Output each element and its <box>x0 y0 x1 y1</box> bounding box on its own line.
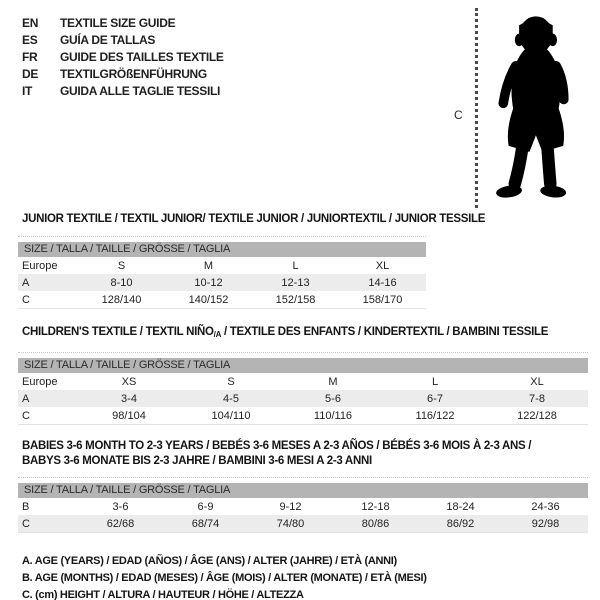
age-cell: 12-13 <box>281 276 310 289</box>
children-section <box>0 325 600 425</box>
size-cell: L <box>431 375 439 388</box>
row-label: A <box>22 276 30 289</box>
toddler-silhouette-icon <box>486 10 582 210</box>
children-heading-post: / TEXTILE DES ENFANTS / KINDERTEXTIL / BAMBINI TESSILE <box>221 326 549 338</box>
height-cell: 110/116 <box>313 409 353 422</box>
lang-row-de <box>22 65 224 82</box>
height-cell: 86/92 <box>446 517 475 530</box>
lang-code: EN <box>22 15 39 30</box>
row-label: Europe <box>22 375 58 388</box>
lang-row-it <box>22 82 224 99</box>
babies-section <box>0 439 600 533</box>
size-cell: XL <box>530 375 544 388</box>
babies-heading <box>22 439 600 469</box>
babies-size-table <box>18 477 588 533</box>
age-cell: 12-18 <box>361 500 390 513</box>
children-heading-sub: /A <box>213 330 222 339</box>
row-label: Europe <box>22 259 58 272</box>
height-cell: 152/158 <box>275 293 316 306</box>
children-heading-pre: CHILDREN'S TEXTILE / TEXTIL NIÑO <box>22 326 214 338</box>
guide-title-de: TEXTILGRÖßENFÜHRUNG <box>60 66 207 81</box>
lang-code: ES <box>22 32 38 47</box>
row-label: B <box>22 500 30 513</box>
size-cell: XL <box>375 259 390 272</box>
guide-title-en: TEXTILE SIZE GUIDE <box>60 15 176 30</box>
children-size-table <box>18 352 588 425</box>
size-cell: M <box>203 259 214 272</box>
size-header-bar: SIZE / TALLA / TAILLE / GRÖSSE / TAGLIA <box>18 358 588 373</box>
baby-measure-figure <box>434 6 584 212</box>
table-row-age-months <box>18 498 588 515</box>
age-cell: 5-6 <box>325 392 341 405</box>
legend-footnotes <box>22 553 600 600</box>
junior-heading: JUNIOR TEXTILE / TEXTIL JUNIOR/ TEXTILE JUNIOR / JUNIORTEXTIL / JUNIOR TESSILE <box>22 213 486 225</box>
height-cell: 74/80 <box>276 517 305 530</box>
age-cell: 4-5 <box>223 392 239 405</box>
height-cell: 122/128 <box>517 409 557 422</box>
babies-heading-line2: BABYS 3-6 MONATE BIS 2-3 JAHRE / BAMBINI 3-6 MESI A 2-3 ANNI <box>22 455 372 467</box>
lang-code: FR <box>22 49 38 64</box>
height-cell: 116/122 <box>415 409 455 422</box>
lang-row-es <box>22 31 224 48</box>
table-row-age-years <box>18 274 426 291</box>
height-cell: 92/98 <box>531 517 560 530</box>
babies-heading-line1: BABIES 3-6 MONTH TO 2-3 YEARS / BEBÉS 3-6 MESES A 2-3 AÑOS / BÉBÉS 3-6 MOIS À 2-3 ANS / <box>22 440 532 452</box>
size-header-bar: SIZE / TALLA / TAILLE / GRÖSSE / TAGLIA <box>18 483 588 498</box>
size-cell: S <box>227 375 235 388</box>
lang-code: DE <box>22 66 39 81</box>
age-cell: 24-36 <box>531 500 560 513</box>
height-cell: 68/74 <box>191 517 220 530</box>
table-row-height-cm <box>18 515 588 532</box>
footnote-c: C. (cm) HEIGHT / ALTURA / HAUTEUR / HÖHE / ALTEZZA <box>22 589 304 600</box>
height-cell: 80/86 <box>361 517 390 530</box>
junior-section <box>0 212 600 309</box>
row-label: A <box>22 392 30 405</box>
height-cell: 158/170 <box>362 293 403 306</box>
table-row-europe <box>18 257 426 274</box>
table-row-age-years <box>18 390 588 407</box>
height-cell: 98/104 <box>112 409 146 422</box>
age-cell: 6-9 <box>197 500 214 513</box>
size-cell: M <box>328 375 338 388</box>
guide-title-es: GUÍA DE TALLAS <box>60 32 156 47</box>
age-cell: 3-6 <box>112 500 129 513</box>
age-cell: 14-16 <box>368 276 397 289</box>
header-area <box>0 0 600 212</box>
footnote-a: A. AGE (YEARS) / EDAD (AÑOS) / ÂGE (ANS) / ALTER (JAHRE) / ETÀ (ANNI) <box>22 555 397 567</box>
height-cell: 140/152 <box>188 293 229 306</box>
size-cell: S <box>117 259 126 272</box>
junior-size-table <box>18 236 426 309</box>
guide-title-fr: GUIDE DES TAILLES TEXTILE <box>60 49 224 64</box>
table-row-height-cm <box>18 407 588 424</box>
table-row-europe <box>18 373 588 390</box>
footnote-b: B. AGE (MONTHS) / EDAD (MESES) / ÂGE (MOIS) / ALTER (MONATE) / ETÀ (MESI) <box>22 572 427 584</box>
age-cell: 7-8 <box>529 392 545 405</box>
table-row-height-cm <box>18 291 426 308</box>
height-cell: 62/68 <box>106 517 135 530</box>
row-label: C <box>22 293 30 306</box>
guide-title-it: GUIDA ALLE TAGLIE TESSILI <box>60 83 221 98</box>
size-cell: L <box>292 259 299 272</box>
size-cell: XS <box>121 375 137 388</box>
children-heading <box>22 325 600 342</box>
row-label: C <box>22 517 30 530</box>
lang-code: IT <box>22 83 33 98</box>
age-cell: 10-12 <box>194 276 223 289</box>
height-dotted-line <box>475 8 478 208</box>
age-cell: 9-12 <box>279 500 302 513</box>
age-cell: 8-10 <box>110 276 133 289</box>
age-cell: 18-24 <box>446 500 475 513</box>
lang-row-en <box>22 14 224 31</box>
height-cell: 104/110 <box>211 409 251 422</box>
lang-row-fr <box>22 48 224 65</box>
language-title-list <box>22 14 224 99</box>
row-label: C <box>22 409 30 422</box>
height-cell: 128/140 <box>101 293 142 306</box>
size-header-bar: SIZE / TALLA / TAILLE / GRÖSSE / TAGLIA <box>18 242 426 257</box>
age-cell: 6-7 <box>427 392 443 405</box>
age-cell: 3-4 <box>121 392 137 405</box>
height-measure-label: C <box>454 108 463 122</box>
